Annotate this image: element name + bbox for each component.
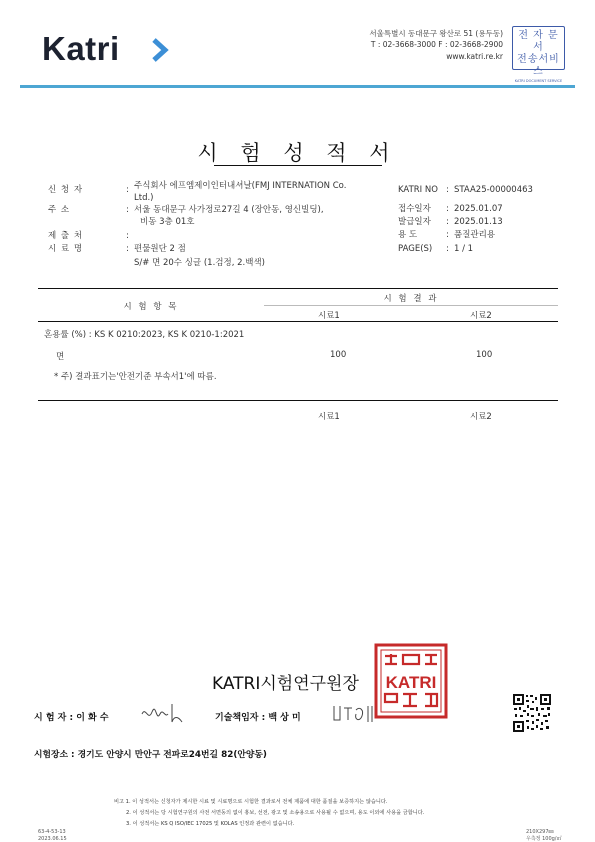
test-location: 시험장소 : 경기도 안양시 만안구 전파로24번길 82(안양동)	[34, 750, 267, 760]
katri-no-label: KATRI NO	[398, 185, 438, 195]
colon: :	[446, 244, 449, 254]
applicant-value-2: Ltd.)	[134, 193, 154, 203]
test-result-header: 시 험 결 과	[383, 294, 439, 304]
issuer-name: KATRI시험연구원장	[212, 674, 359, 694]
title-underline	[214, 165, 382, 166]
sample1-value: 100	[330, 350, 347, 360]
submit-label: 제 출 처	[48, 231, 84, 241]
tester-signature	[138, 700, 186, 724]
seal-label: KATRI	[385, 673, 437, 692]
chevron-right-icon	[150, 38, 170, 62]
header-phone-fax: T : 02-3668-3000 F : 02-3668-2900	[370, 40, 503, 49]
stamp-line-3: KATRI DOCUMENT SERVICE	[514, 79, 563, 83]
header-website: www.katri.re.kr	[446, 52, 503, 61]
use-value: 품질관리용	[454, 230, 496, 240]
colon: :	[126, 205, 129, 215]
address-value-1: 서울 동대문구 사가정로27길 4 (장안동, 영신빌딩),	[134, 205, 324, 215]
applicant-label: 신 청 자	[48, 185, 84, 195]
sample1-footer: 시료1	[318, 412, 340, 422]
table-top-rule	[38, 288, 558, 289]
received-date-value: 2025.01.07	[454, 204, 503, 214]
colon: :	[126, 185, 129, 195]
received-date-label: 접수일자	[398, 204, 431, 214]
paper-weight: 우측정 100g/㎡	[526, 836, 562, 842]
fiber-name: 면	[56, 352, 65, 362]
applicant-value-1: 주식회사 에프엠제이인터내셔날(FMJ INTERNATION Co.	[134, 181, 347, 191]
paper-size: 210X297㎜	[526, 829, 554, 835]
colon: :	[126, 231, 129, 241]
sample2-footer: 시료2	[470, 412, 492, 422]
tech-manager-signature	[330, 700, 378, 724]
header-address: 서울특별시 동대문구 왕산로 51 (용두동)	[369, 29, 503, 38]
tester-label: 시 험 자 : 이 화 수	[34, 713, 109, 723]
result-note: * 주) 결과표기는'안전기준 부속서1'에 따름.	[54, 372, 217, 382]
test-item-header: 시 험 항 목	[123, 302, 179, 312]
sample-value-2: S/# 면 20수 싱글 (1.검정, 2.백색)	[134, 258, 265, 268]
colon: :	[446, 230, 449, 240]
page-label: PAGE(S)	[398, 244, 433, 254]
stamp-line-2: 전송서비스	[517, 54, 560, 77]
tech-manager-label: 기술책임자 : 백 상 미	[215, 713, 301, 723]
document-title: 시 험 성 적 서	[197, 141, 398, 165]
form-date: 2023.06.15	[38, 836, 67, 842]
form-code: 63-4-53-13	[38, 829, 66, 835]
e-document-stamp	[512, 26, 565, 83]
footnote-2: 2. 이 성적서는 당 시험연구원의 사전 서면동의 없이 홍보, 선전, 광고 및 소송용으로 사용될 수 없으며, 용도 이외에 사용을 금합니다.	[126, 810, 425, 816]
table-header-rule	[38, 321, 558, 322]
footnote-3: 3. 이 성적서는 KS Q ISO/IEC 17025 및 KOLAS 인정과 관련이 없습니다.	[126, 821, 295, 827]
test-method-line: 혼용률 (%) : KS K 0210:2023, KS K 0210-1:2021	[44, 330, 245, 340]
official-seal	[373, 642, 449, 720]
issued-date-label: 발급일자	[398, 217, 431, 227]
sample2-header: 시료2	[470, 311, 492, 321]
katri-logo: Katri	[42, 30, 120, 67]
issued-date-value: 2025.01.13	[454, 217, 503, 227]
header-divider	[20, 85, 575, 88]
colon: :	[446, 204, 449, 214]
stamp-line-1: 전 자 문 서	[518, 30, 559, 53]
sample-value-1: 편물원단 2 점	[134, 244, 186, 254]
qr-code	[512, 693, 552, 733]
sample2-value: 100	[476, 350, 493, 360]
table-bottom-rule	[38, 400, 558, 401]
use-label: 용 도	[398, 230, 418, 240]
footnote-1: 비고 1. 이 성적서는 신청자가 제시한 시료 및 시료명으로 시험한 결과로서 전체 제품에 대한 품질을 보증하지는 않습니다.	[114, 799, 388, 805]
result-header-divider	[264, 305, 558, 306]
address-label: 주 소	[48, 205, 71, 215]
page-value: 1 / 1	[454, 244, 474, 254]
colon: :	[446, 217, 449, 227]
katri-no-value: STAA25-00000463	[454, 185, 533, 195]
colon: :	[446, 185, 449, 195]
sample-label: 시 료 명	[48, 244, 84, 254]
colon: :	[126, 244, 129, 254]
address-value-2: 비동 3층 01호	[140, 217, 195, 227]
sample1-header: 시료1	[318, 311, 340, 321]
